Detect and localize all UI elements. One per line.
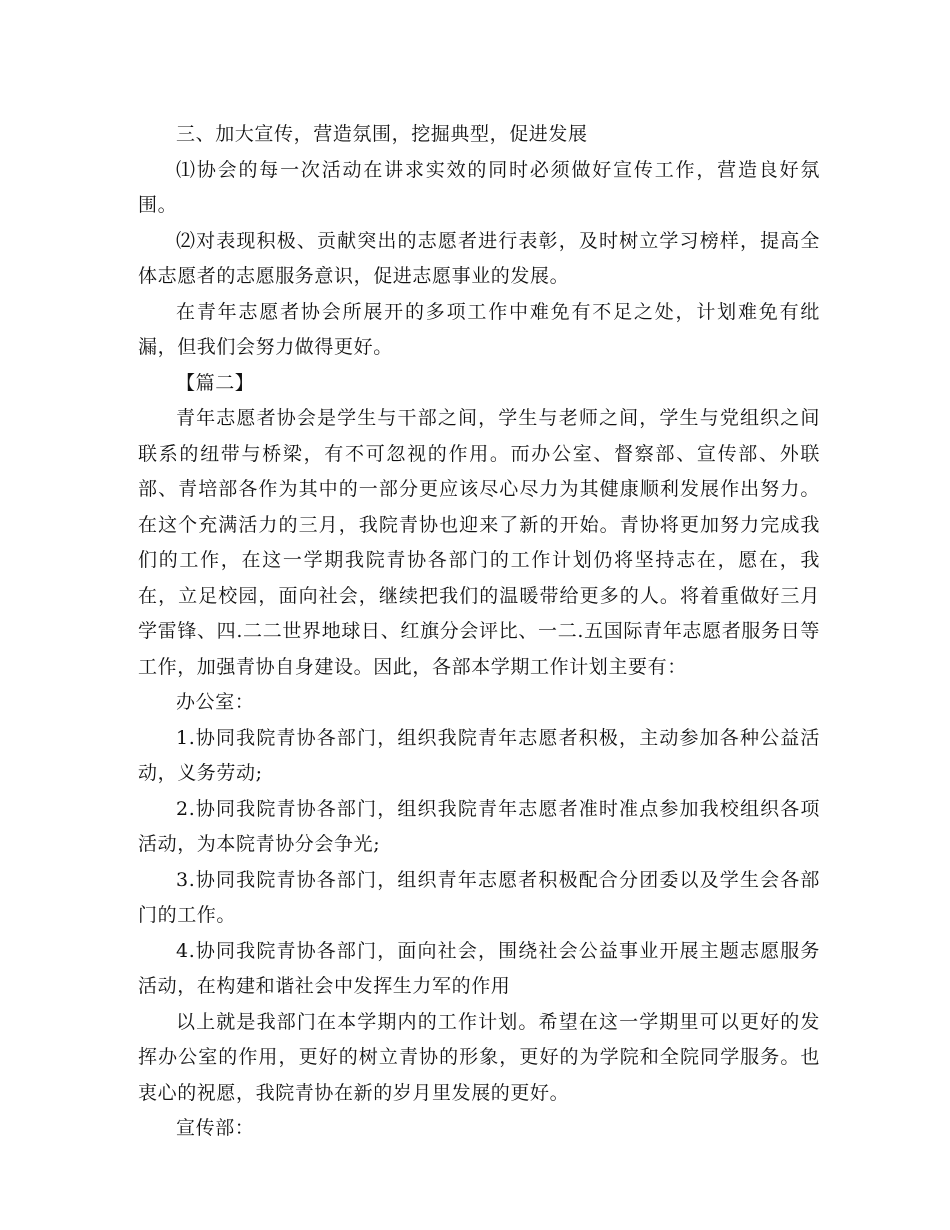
list-item-1: 1.协同我院青协各部门，组织我院青年志愿者积极，主动参加各种公益活动，义务劳动; — [138, 726, 820, 784]
subheading-office: 办公室： — [176, 691, 255, 713]
paragraph-item-2: ⑵对表现积极、贡献突出的志愿者进行表彰，及时树立学习榜样，提高全体志愿者的志愿服务意识，促进志愿事业的发展。 — [138, 229, 820, 287]
list-item-2: 2.协同我院青协各部门，组织我院青年志愿者准时准点参加我校组织各项活动，为本院青协分会争光; — [138, 797, 820, 855]
document-body — [138, 117, 820, 1147]
list-item-4: 4.协同我院青协各部门，面向社会，围绕社会公益事业开展主题志愿服务活动，在构建和谐社会中发挥生力军的作用 — [138, 939, 820, 997]
paragraph-closing: 在青年志愿者协会所展开的多项工作中难免有不足之处，计划难免有纰漏，但我们会努力做得更好。 — [138, 300, 820, 358]
list-item-3: 3.协同我院青协各部门，组织青年志愿者积极配合分团委以及学生会各部门的工作。 — [138, 868, 820, 926]
paragraph-intro: 青年志愿者协会是学生与干部之间，学生与老师之间，学生与党组织之间联系的纽带与桥梁，有不可忽视的作用。而办公室、督察部、宣传部、外联部、青培部各作为其中的一部分更应该尽心尽力为其健康顺利发展作出努力。在这个充满活力的三月，我院青协也迎来了新的开始。青协将更加努力完成我们的工作，在这一学期我院青协各部门的工作计划仍将坚持志在，愿在，我在，立足校园，面向社会，继续把我们的温暖带给更多的人。将着重做好三月学雷锋、四.二二世界地球日、红旗分会评比、一二.五国际青年志愿者服务日等工作，加强青协自身建设。因此，各部本学期工作计划主要有： — [138, 407, 820, 678]
section-heading-part-two: 【篇二】 — [176, 371, 255, 394]
section-heading-publicity: 三、加大宣传，营造氛围，挖掘典型，促进发展 — [176, 123, 588, 145]
subheading-publicity-dept: 宣传部： — [176, 1117, 255, 1139]
paragraph-summary: 以上就是我部门在本学期内的工作计划。希望在这一学期里可以更好的发挥办公室的作用，更好的树立青协的形象，更好的为学院和全院同学服务。也衷心的祝愿，我院青协在新的岁月里发展的更好。 — [138, 1010, 820, 1104]
paragraph-item-1: ⑴协会的每一次活动在讲求实效的同时必须做好宣传工作，营造良好氛围。 — [138, 158, 820, 216]
